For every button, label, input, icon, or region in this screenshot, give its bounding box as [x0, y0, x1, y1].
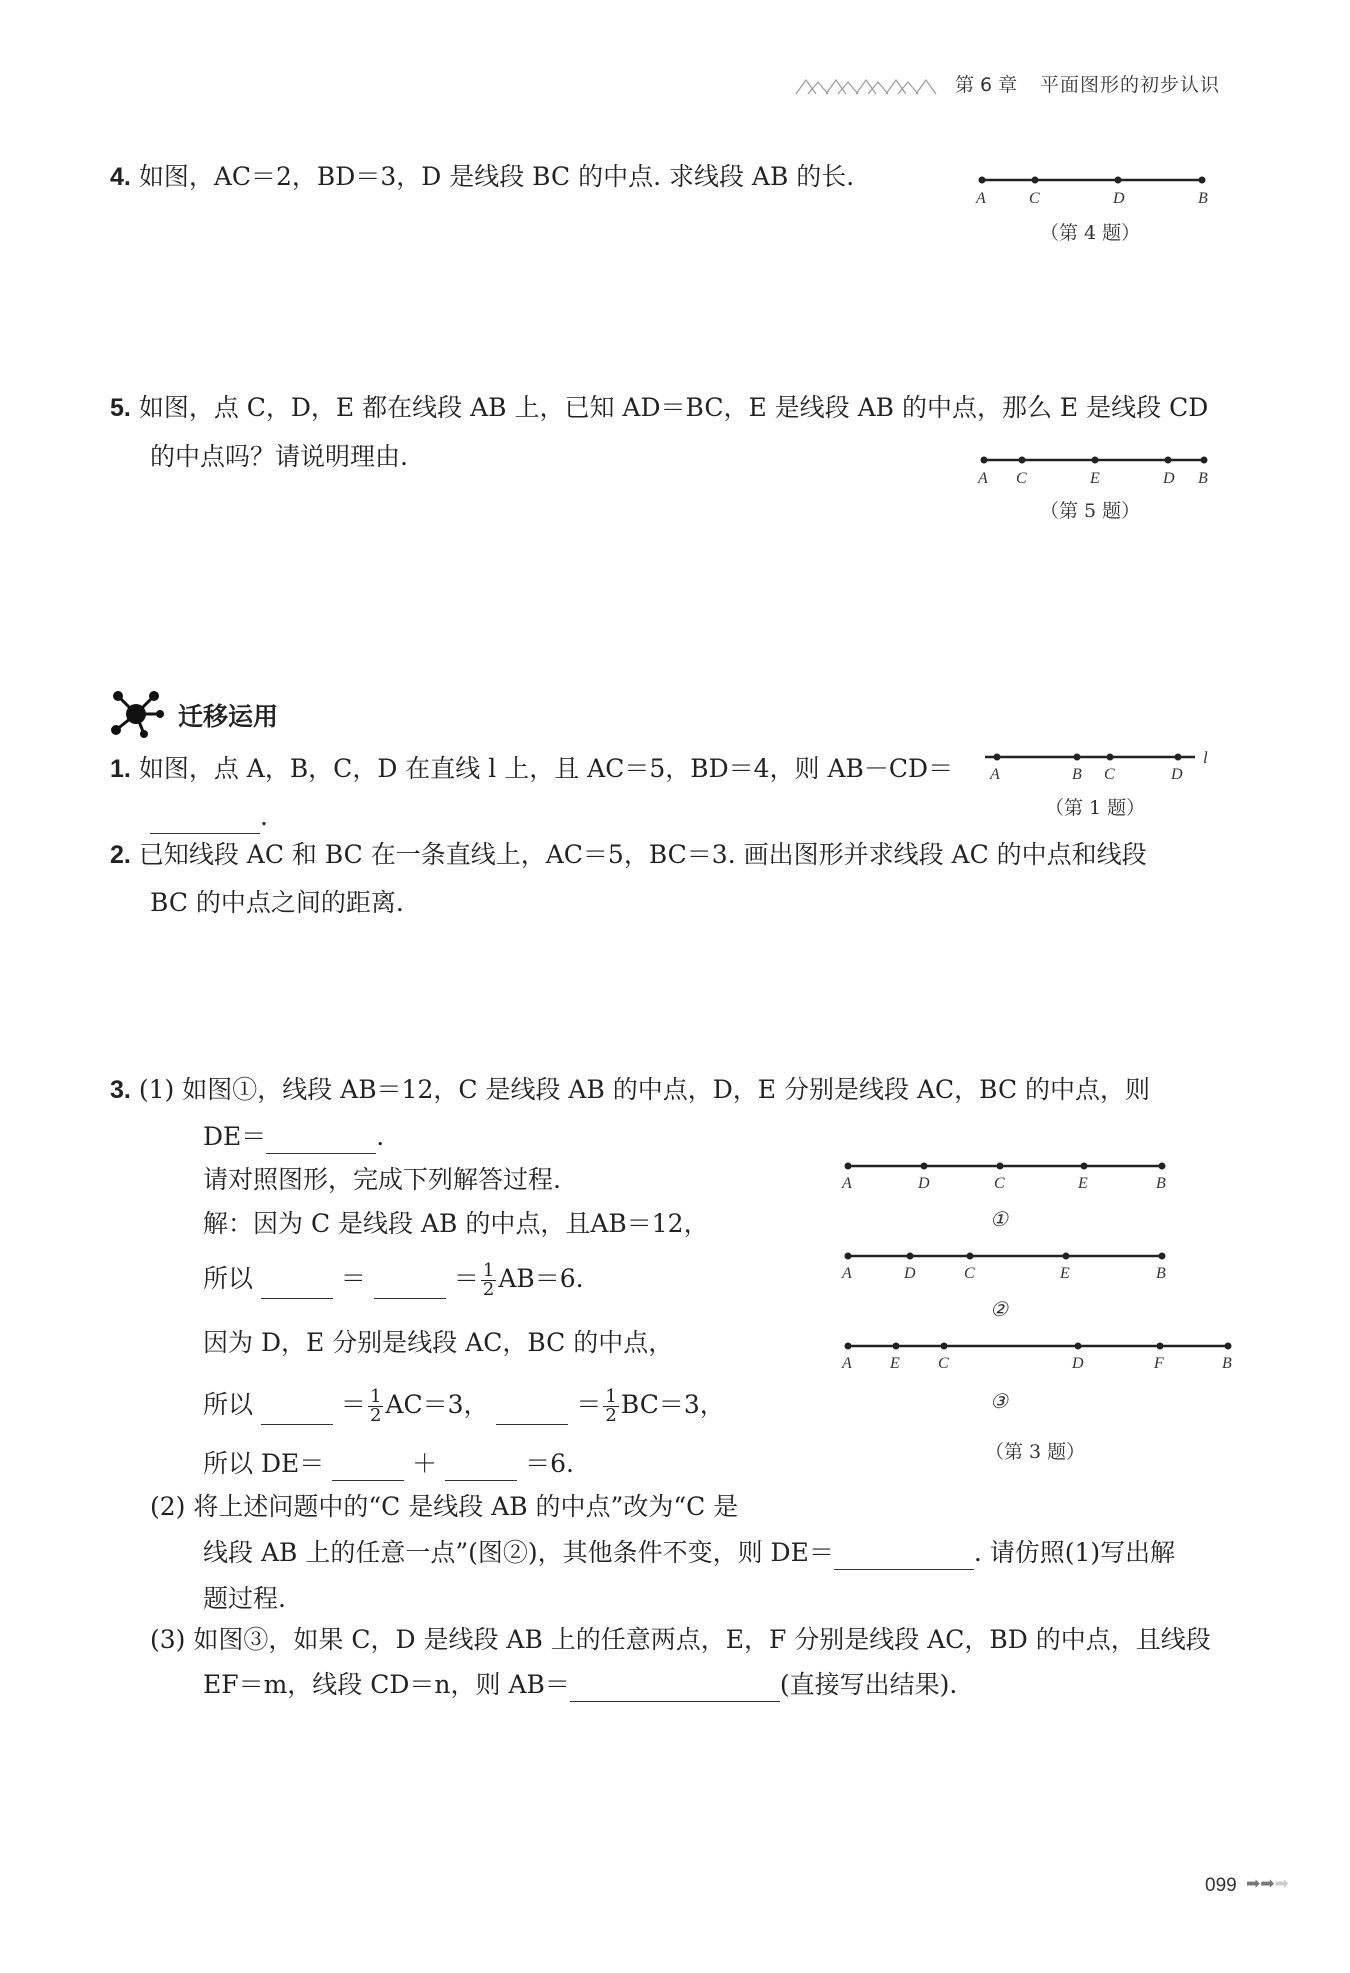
s3-sol4-blank2[interactable] — [496, 1398, 568, 1425]
q5-text-line1: 如图，点 C，D，E 都在线段 AB 上，已知 AD＝BC，E 是线段 AB 的中点，那么 E 是线段 CD — [138, 393, 1209, 422]
fig2-label-a: A — [842, 1265, 852, 1282]
s3-sol2-eq1: ＝ — [340, 1264, 366, 1293]
q4-point-a — [979, 177, 986, 184]
section-title: 迁移运用 — [178, 702, 279, 731]
q5-label-a: A — [978, 470, 988, 487]
q5-figure — [970, 445, 1220, 495]
fig2-label-e: E — [1060, 1265, 1070, 1282]
fig1-number: ① — [990, 1209, 1008, 1231]
fig3-point-e — [893, 1343, 900, 1350]
s1-caption: （第 1 题） — [1045, 797, 1146, 819]
fig2-number: ② — [990, 1299, 1008, 1321]
s1-point-a — [994, 754, 1001, 761]
s3-p3-label: (3) — [150, 1625, 186, 1654]
s3-sol4-so: 所以 — [203, 1390, 254, 1419]
s3-p2-blank[interactable] — [834, 1543, 974, 1570]
fig2-label-b: B — [1156, 1265, 1166, 1282]
fig1-point-d — [921, 1163, 928, 1170]
s3-sol5-end: ＝6. — [525, 1449, 574, 1478]
q5-label-c: C — [1016, 470, 1027, 487]
s3-sol5-so: 所以 DE＝ — [203, 1449, 325, 1478]
s3-de-tail: . — [376, 1122, 385, 1151]
s3-p2-text1: 将上述问题中的“C 是线段 AB 的中点”改为“C 是 — [193, 1492, 739, 1521]
s3-sol5-blank1[interactable] — [332, 1454, 404, 1481]
s3-number: 3. — [110, 1076, 131, 1104]
s3-p2-text2: 线段 AB 上的任意一点”(图②)，其他条件不变，则 DE＝ — [203, 1538, 834, 1567]
s3-p2-label: (2) — [150, 1492, 186, 1521]
fig1-point-a — [845, 1163, 852, 1170]
s3-sol4-bc: BC＝3， — [620, 1390, 725, 1419]
s3-p2-text3: . 请仿照(1)写出解 — [973, 1538, 1176, 1567]
s1-point-d — [1175, 754, 1182, 761]
fig3-label-e: E — [890, 1355, 900, 1372]
s3-p1-line2 — [203, 1120, 384, 1154]
s3-p3-line2 — [203, 1668, 957, 1702]
s3-figures — [840, 1152, 1240, 1452]
arrow-right-icon: ➡➡➡ — [1246, 1874, 1289, 1894]
s3-p1-label: (1) — [138, 1075, 175, 1104]
s1-figure — [975, 745, 1220, 785]
s3-sol3: 因为 D，E 分别是线段 AC，BC 的中点， — [203, 1328, 674, 1357]
s3-p3-line1 — [150, 1623, 1211, 1657]
q4-number: 4. — [110, 163, 131, 191]
q5-point-b — [1201, 457, 1208, 464]
frac-top: 1 — [369, 1386, 382, 1407]
q4-caption: （第 4 题） — [1040, 222, 1141, 244]
s3-p1-line1 — [110, 1073, 1150, 1107]
q4-point-c — [1032, 177, 1039, 184]
frac-bot: 2 — [482, 1279, 495, 1300]
fig2-point-a — [845, 1253, 852, 1260]
q5-number: 5. — [110, 394, 131, 422]
q4-point-b — [1199, 177, 1206, 184]
s3-p3-blank[interactable] — [570, 1675, 780, 1702]
chapter-label: 第 6 章 — [955, 74, 1018, 96]
fig1-label-c: C — [994, 1175, 1005, 1192]
s3-sol4-fraction2 — [603, 1388, 618, 1425]
s3-p2-line2 — [203, 1536, 1175, 1570]
q4-figure — [970, 165, 1220, 215]
fig2-point-b — [1159, 1253, 1166, 1260]
q5-point-a — [981, 457, 988, 464]
fig3-label-c: C — [938, 1355, 949, 1372]
s3-sol4 — [203, 1388, 725, 1425]
s3-sol4-blank1[interactable] — [261, 1398, 333, 1425]
frac-bot: 2 — [369, 1405, 382, 1426]
s3-sol4-eq1: ＝ — [340, 1390, 366, 1419]
s3-sol2-eq2: ＝ — [453, 1264, 479, 1293]
s3-p3-text2: EF＝m，线段 CD＝n，则 AB＝ — [203, 1670, 570, 1699]
s1-tail: . — [260, 802, 268, 831]
fig3-point-d — [1075, 1343, 1082, 1350]
s3-sol2 — [203, 1262, 584, 1299]
fig3-point-c — [941, 1343, 948, 1350]
fig3-point-f — [1157, 1343, 1164, 1350]
s3-caption: （第 3 题） — [985, 1441, 1086, 1463]
fig1-point-c — [997, 1163, 1004, 1170]
s3-sol1: 解：因为 C 是线段 AB 的中点，且AB＝12， — [203, 1209, 709, 1238]
s1-label-d: D — [1171, 766, 1183, 783]
fig1-label-a: A — [842, 1175, 852, 1192]
fig3-label-b: B — [1222, 1355, 1232, 1372]
s1-answer — [150, 800, 268, 834]
s3-p3-text1: 如图③，如果 C，D 是线段 AB 上的任意两点，E，F 分别是线段 AC，BD 的中点，且线段 — [193, 1625, 1211, 1654]
q4-label-b: B — [1198, 190, 1208, 207]
s3-sol2-so: 所以 — [203, 1264, 254, 1293]
frac-top: 1 — [605, 1386, 617, 1407]
s2-number: 2. — [110, 841, 131, 869]
q5-label-d: D — [1163, 470, 1175, 487]
fig3-point-a — [845, 1343, 852, 1350]
s3-sol2-fraction — [481, 1262, 496, 1299]
fig1-point-e — [1081, 1163, 1088, 1170]
s1 — [110, 752, 953, 786]
fig1-point-b — [1159, 1163, 1166, 1170]
fig3-point-b — [1225, 1343, 1232, 1350]
q5-point-d — [1165, 457, 1172, 464]
q4-label-c: C — [1029, 190, 1040, 207]
page-number: 099 — [1205, 1875, 1237, 1896]
frac-top: 1 — [482, 1260, 495, 1281]
s3-sol4-eq2: ＝ — [576, 1390, 602, 1419]
fig2-point-e — [1063, 1253, 1070, 1260]
fig2-label-d: D — [904, 1265, 916, 1282]
s3-sol2-blank2[interactable] — [374, 1272, 446, 1299]
q5-point-e — [1092, 457, 1099, 464]
s1-point-c — [1107, 754, 1114, 761]
fig1-label-b: B — [1156, 1175, 1166, 1192]
q5-line1 — [110, 391, 1208, 425]
s3-sol2-end: AB＝6. — [498, 1264, 584, 1293]
fig3-number: ③ — [990, 1391, 1008, 1413]
q4-text: 如图，AC＝2，BD＝3，D 是线段 BC 的中点. 求线段 AB 的长. — [138, 162, 855, 191]
frac-bot: 2 — [605, 1405, 617, 1426]
molecule-icon — [108, 688, 168, 740]
mountain-ornament-icon — [794, 74, 942, 96]
header-decoration — [794, 74, 942, 100]
s1-number: 1. — [110, 755, 131, 783]
q5-line2: 的中点吗？请说明理由. — [150, 442, 408, 471]
s3-de-blank[interactable] — [266, 1127, 376, 1154]
s3-p1-text: 如图①，线段 AB＝12，C 是线段 AB 的中点，D，E 分别是线段 AC，BC 的中点，则 — [182, 1075, 1151, 1104]
s3-sol5 — [203, 1447, 574, 1481]
s3-p2-line3: 题过程. — [203, 1584, 286, 1613]
s1-label-a: A — [990, 766, 1000, 783]
s1-label-b: B — [1072, 766, 1082, 783]
fig2-point-c — [967, 1253, 974, 1260]
s3-p2-line1 — [150, 1490, 738, 1524]
s3-de-label: DE＝ — [203, 1122, 267, 1151]
q4 — [110, 160, 854, 194]
s1-label-c: C — [1104, 766, 1115, 783]
s1-blank[interactable] — [150, 807, 260, 834]
fig3-label-d: D — [1072, 1355, 1084, 1372]
s1-label-l: l — [1203, 748, 1208, 767]
s3-p3-text3: (直接写出结果). — [779, 1670, 958, 1699]
chapter-title: 平面图形的初步认识 — [1040, 74, 1221, 96]
s3-sol5-blank2[interactable] — [445, 1454, 517, 1481]
fig1-label-e: E — [1078, 1175, 1088, 1192]
s3-sol4-ac: AC＝3， — [385, 1390, 489, 1419]
s2-line1 — [110, 838, 1147, 872]
s3-instruction: 请对照图形，完成下列解答过程. — [203, 1165, 561, 1194]
q4-label-d: D — [1113, 190, 1125, 207]
s1-text: 如图，点 A，B，C，D 在直线 l 上，且 AC＝5，BD＝4，则 AB－CD＝ — [138, 754, 954, 783]
s3-sol4-fraction1 — [368, 1388, 383, 1425]
s3-sol5-plus: ＋ — [412, 1449, 438, 1478]
q4-point-d — [1115, 177, 1122, 184]
s2-line2: BC 的中点之间的距离. — [150, 888, 404, 917]
fig2-label-c: C — [964, 1265, 975, 1282]
q5-point-c — [1019, 457, 1026, 464]
s3-sol2-blank1[interactable] — [261, 1272, 333, 1299]
q4-label-a: A — [976, 190, 986, 207]
s1-point-b — [1074, 754, 1081, 761]
q5-label-e: E — [1090, 470, 1100, 487]
fig1-label-d: D — [918, 1175, 930, 1192]
fig3-label-f: F — [1154, 1355, 1164, 1372]
q5-label-b: B — [1198, 470, 1208, 487]
fig3-label-a: A — [842, 1355, 852, 1372]
q5-caption: （第 5 题） — [1040, 500, 1141, 522]
fig2-point-d — [907, 1253, 914, 1260]
s2-text-line1: 已知线段 AC 和 BC 在一条直线上，AC＝5，BC＝3. 画出图形并求线段 AC 的中点和线段 — [138, 840, 1147, 869]
